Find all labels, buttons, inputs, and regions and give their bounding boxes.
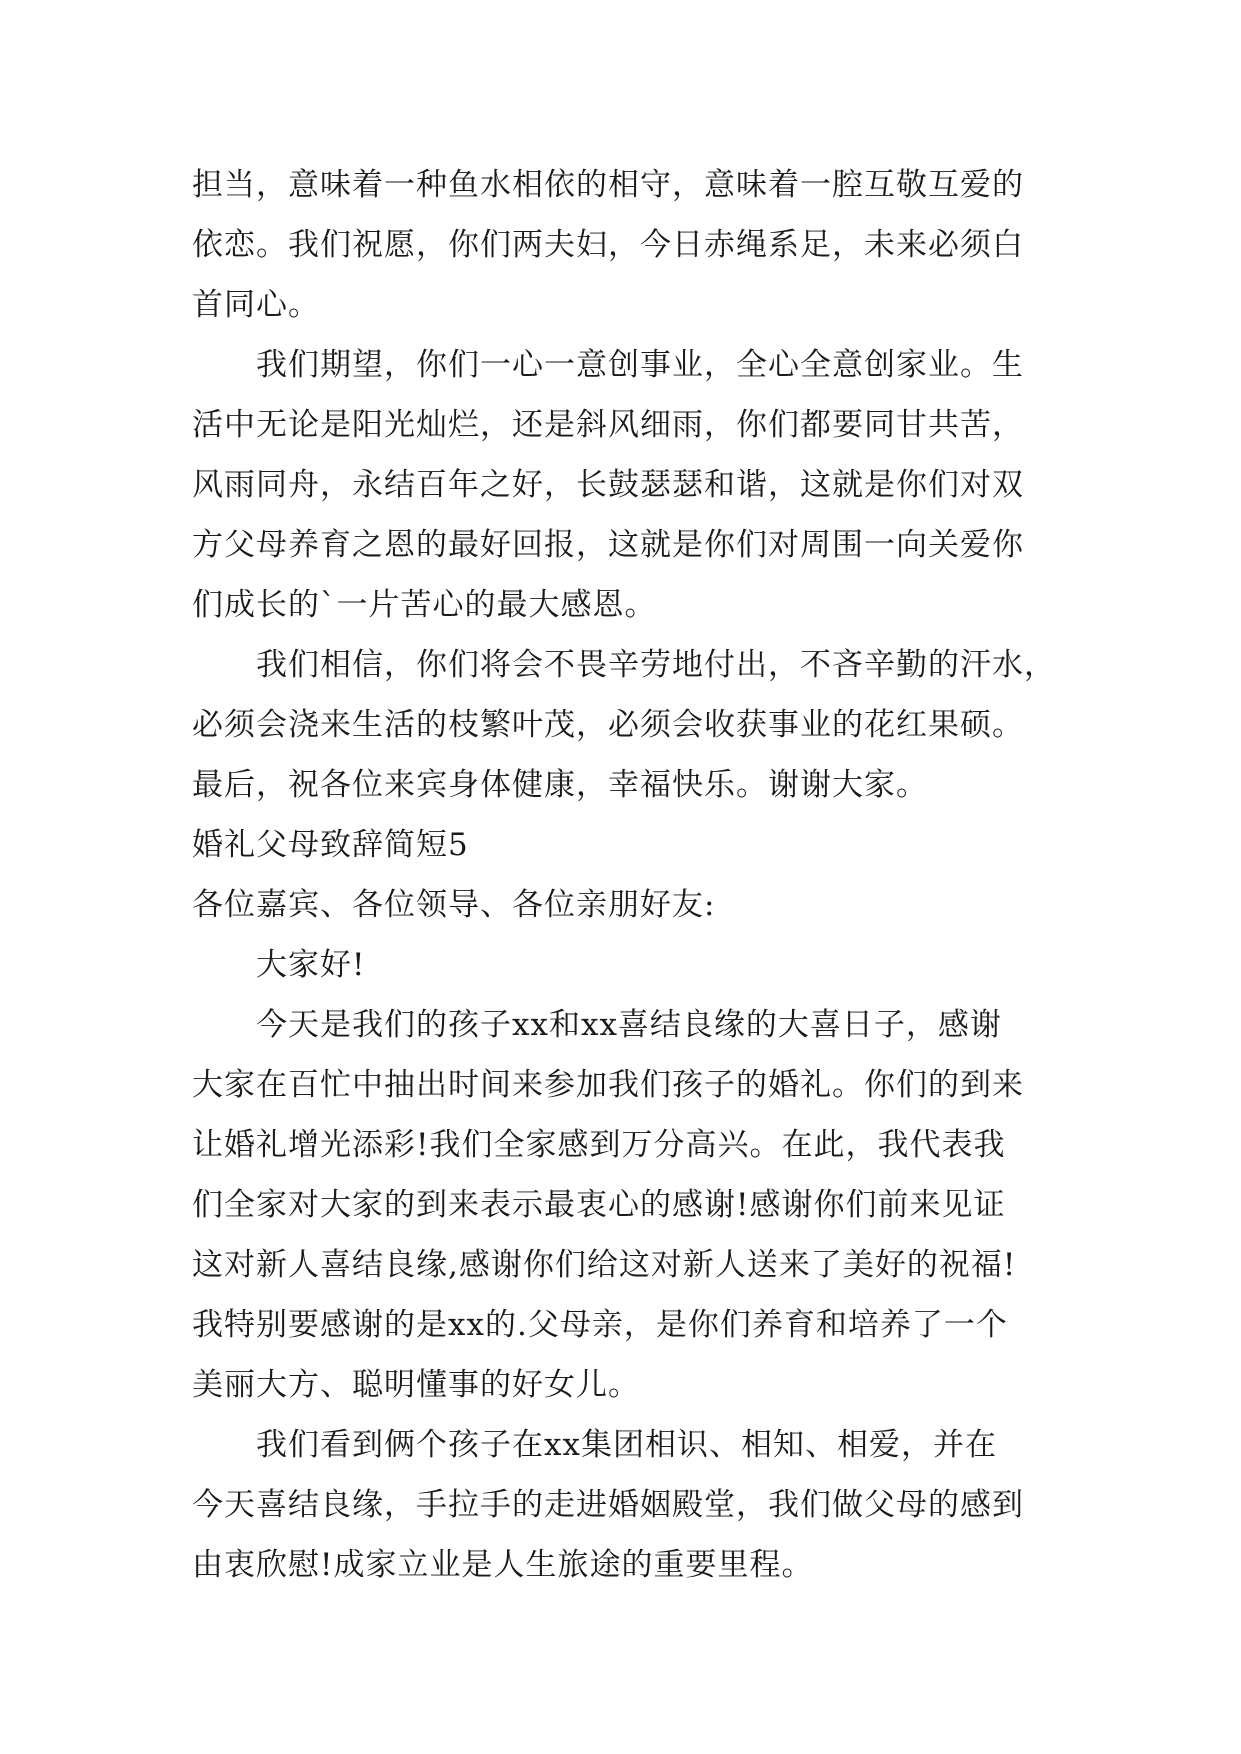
paragraph-line: 美丽大方、聪明懂事的好女儿。 (192, 1367, 640, 1403)
paragraph-line: 由衷欣慰!成家立业是人生旅途的重要里程。 (192, 1547, 814, 1583)
paragraph-line: 今天喜结良缘，手拉手的走进婚姻殿堂，我们做父母的感到 (192, 1487, 1024, 1523)
salutation: 各位嘉宾、各位领导、各位亲朋好友: (192, 887, 716, 923)
greeting: 大家好! (256, 947, 366, 983)
paragraph-line: 大家在百忙中抽出时间来参加我们孩子的婚礼。你们的到来 (192, 1067, 1024, 1103)
paragraph-line: 方父母养育之恩的最好回报，这就是你们对周围一向关爱你 (192, 527, 1024, 563)
paragraph-line: 风雨同舟，永结百年之好，长鼓瑟瑟和谐，这就是你们对双 (192, 467, 1024, 503)
paragraph-line: 我们看到俩个孩子在xx集团相识、相知、相爱，并在 (256, 1427, 997, 1463)
paragraph-line: 最后，祝各位来宾身体健康，幸福快乐。谢谢大家。 (192, 767, 928, 803)
paragraph-line: 让婚礼增光添彩!我们全家感到万分高兴。在此，我代表我 (192, 1127, 1006, 1163)
paragraph-line: 依恋。我们祝愿，你们两夫妇，今日赤绳系足，未来必须白 (192, 227, 1024, 263)
paragraph-line: 今天是我们的孩子xx和xx喜结良缘的大喜日子，感谢 (256, 1007, 1002, 1043)
paragraph-line: 我们期望，你们一心一意创事业，全心全意创家业。生 (256, 347, 1024, 383)
paragraph-line: 我们相信，你们将会不畏辛劳地付出，不吝辛勤的汗水， (256, 647, 1056, 683)
section-heading: 婚礼父母致辞简短5 (192, 827, 469, 863)
paragraph-line: 我特别要感谢的是xx的.父母亲，是你们养育和培养了一个 (192, 1307, 1008, 1343)
paragraph-line: 必须会浇来生活的枝繁叶茂，必须会收获事业的花红果硕。 (192, 707, 1024, 743)
paragraph-line: 首同心。 (192, 287, 320, 323)
paragraph-line: 担当，意味着一种鱼水相依的相守，意味着一腔互敬互爱的 (192, 167, 1024, 203)
paragraph-line: 们全家对大家的到来表示最衷心的感谢!感谢你们前来见证 (192, 1187, 1006, 1223)
paragraph-line: 们成长的`一片苦心的最大感恩。 (192, 587, 657, 623)
paragraph-line: 这对新人喜结良缘,感谢你们给这对新人送来了美好的祝福! (192, 1247, 1017, 1283)
paragraph-line: 活中无论是阳光灿烂，还是斜风细雨，你们都要同甘共苦， (192, 407, 1024, 443)
